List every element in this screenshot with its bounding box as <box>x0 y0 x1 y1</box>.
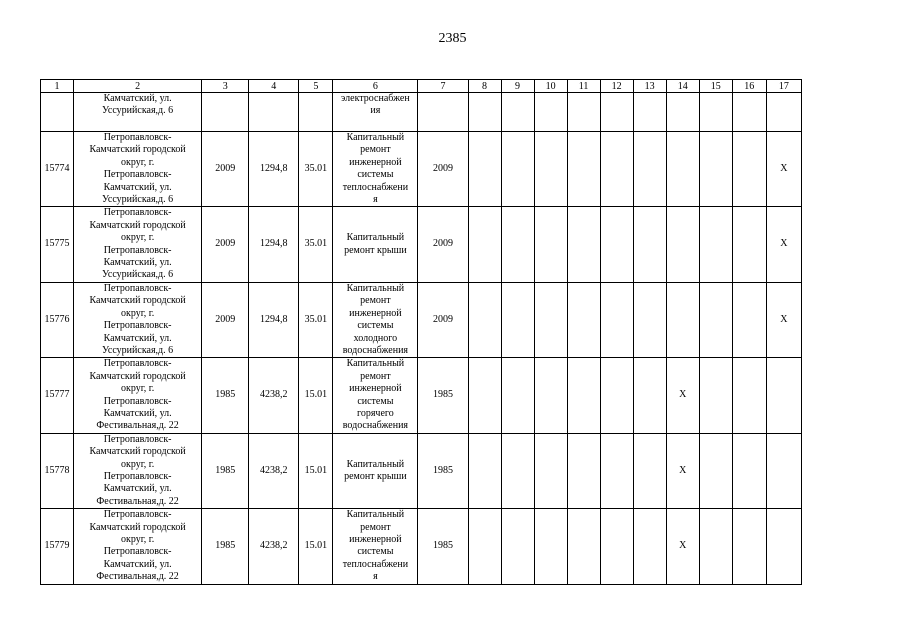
cell-year: 2009 <box>202 282 249 357</box>
cell-8 <box>468 282 501 357</box>
cell-address: Петропавловск- Камчатский городской округ, г. Петропавловск- Камчатский, ул. Фестивальная,д. 22 <box>74 433 202 508</box>
column-number: 7 <box>418 80 468 93</box>
cell-plan-year: 1985 <box>418 509 468 584</box>
cell-12 <box>600 509 633 584</box>
table-row <box>41 509 802 584</box>
cell-mark-17 <box>766 433 801 508</box>
cell-9 <box>501 433 534 508</box>
cell-area: 1294,8 <box>249 282 299 357</box>
cell-16 <box>732 282 766 357</box>
cell-16 <box>732 433 766 508</box>
column-number: 12 <box>600 80 633 93</box>
column-number: 8 <box>468 80 501 93</box>
cell-10 <box>534 207 567 282</box>
cell-code <box>299 93 333 132</box>
cell-13 <box>633 433 666 508</box>
cell-id: 15777 <box>41 358 74 433</box>
cell-16 <box>732 207 766 282</box>
cell-mark-14: X <box>666 509 699 584</box>
cell-10 <box>534 509 567 584</box>
cell-8 <box>468 207 501 282</box>
cell-16 <box>732 358 766 433</box>
cell-year <box>202 93 249 132</box>
cell-12 <box>600 132 633 207</box>
cell-code: 15.01 <box>299 358 333 433</box>
cell-13 <box>633 132 666 207</box>
cell-12 <box>600 207 633 282</box>
cell-12 <box>600 358 633 433</box>
cell-13 <box>633 207 666 282</box>
cell-mark-17 <box>766 509 801 584</box>
cell-13 <box>633 282 666 357</box>
cell-work: Капитальный ремонт крыши <box>333 207 418 282</box>
cell-8 <box>468 433 501 508</box>
cell-address: Камчатский, ул. Уссурийская,д. 6 <box>74 93 202 132</box>
column-number: 4 <box>249 80 299 93</box>
column-number: 16 <box>732 80 766 93</box>
table-body <box>41 132 802 585</box>
cell-plan-year: 2009 <box>418 282 468 357</box>
cell-mark-14: X <box>666 358 699 433</box>
table-row <box>41 358 802 433</box>
cell-plan-year: 2009 <box>418 132 468 207</box>
cell-10 <box>534 282 567 357</box>
column-number: 3 <box>202 80 249 93</box>
cell-11 <box>567 433 600 508</box>
column-number: 6 <box>333 80 418 93</box>
cell-code: 15.01 <box>299 509 333 584</box>
cell-9 <box>501 207 534 282</box>
cell-work: Капитальный ремонт инженерной системы холодного водоснабжения <box>333 282 418 357</box>
cell-mark-17: X <box>766 207 801 282</box>
cell-code: 15.01 <box>299 433 333 508</box>
cell-code: 35.01 <box>299 282 333 357</box>
cell-15 <box>699 207 732 282</box>
cell-year: 1985 <box>202 509 249 584</box>
cell-plan-year <box>418 93 468 132</box>
cell-mark-14 <box>666 207 699 282</box>
cell-year: 1985 <box>202 433 249 508</box>
page-number: 2385 <box>438 31 467 46</box>
works-table <box>40 79 802 585</box>
cell-year: 2009 <box>202 132 249 207</box>
cell-10 <box>534 132 567 207</box>
cell-8 <box>468 358 501 433</box>
column-number: 1 <box>41 80 74 93</box>
cell-13 <box>633 358 666 433</box>
cell-mark-14: X <box>666 433 699 508</box>
cell-15 <box>699 282 732 357</box>
cell-15 <box>699 509 732 584</box>
column-number: 9 <box>501 80 534 93</box>
cell-11 <box>567 132 600 207</box>
table-row <box>41 207 802 282</box>
cell-9 <box>501 509 534 584</box>
cell-id: 15776 <box>41 282 74 357</box>
table-row <box>41 132 802 207</box>
cell-mark-17 <box>766 358 801 433</box>
cell-id: 15779 <box>41 509 74 584</box>
cell-16 <box>732 132 766 207</box>
cell-15 <box>699 132 732 207</box>
cell-area: 4238,2 <box>249 509 299 584</box>
column-number: 14 <box>666 80 699 93</box>
cell-10 <box>534 433 567 508</box>
cell-id: 15774 <box>41 132 74 207</box>
cell-address: Петропавловск- Камчатский городской округ, г. Петропавловск- Камчатский, ул. Уссурийская,д. 6 <box>74 132 202 207</box>
cell-12 <box>600 282 633 357</box>
cell-work: Капитальный ремонт инженерной системы теплоснабжени я <box>333 509 418 584</box>
column-number: 17 <box>766 80 801 93</box>
cell-plan-year: 1985 <box>418 433 468 508</box>
cell-address: Петропавловск- Камчатский городской округ, г. Петропавловск- Камчатский, ул. Фестивальная,д. 22 <box>74 358 202 433</box>
cell-9 <box>501 282 534 357</box>
cell-mark-17: X <box>766 282 801 357</box>
cell-mark-17: X <box>766 132 801 207</box>
cell-work: Капитальный ремонт инженерной системы горячего водоснабжения <box>333 358 418 433</box>
cell-year: 1985 <box>202 358 249 433</box>
table-row <box>41 433 802 508</box>
column-number: 10 <box>534 80 567 93</box>
cell-15 <box>699 358 732 433</box>
column-number-row <box>41 80 802 93</box>
cell-address: Петропавловск- Камчатский городской округ, г. Петропавловск- Камчатский, ул. Уссурийская,д. 6 <box>74 207 202 282</box>
continuation-row <box>41 93 802 132</box>
table-row <box>41 282 802 357</box>
cell-11 <box>567 358 600 433</box>
column-number: 2 <box>74 80 202 93</box>
cell-address: Петропавловск- Камчатский городской округ, г. Петропавловск- Камчатский, ул. Уссурийская,д. 6 <box>74 282 202 357</box>
cell-code: 35.01 <box>299 132 333 207</box>
cell-area: 1294,8 <box>249 132 299 207</box>
cell-year: 2009 <box>202 207 249 282</box>
cell-11 <box>567 207 600 282</box>
cell-11 <box>567 282 600 357</box>
cell-mark-14 <box>666 132 699 207</box>
cell-11 <box>567 509 600 584</box>
cell-9 <box>501 132 534 207</box>
column-number: 13 <box>633 80 666 93</box>
cell-plan-year: 2009 <box>418 207 468 282</box>
cell-8 <box>468 132 501 207</box>
column-number: 11 <box>567 80 600 93</box>
cell-16 <box>732 509 766 584</box>
cell-area: 1294,8 <box>249 207 299 282</box>
column-number: 5 <box>299 80 333 93</box>
cell-mark-14 <box>666 282 699 357</box>
cell-id <box>41 93 74 132</box>
cell-address: Петропавловск- Камчатский городской округ, г. Петропавловск- Камчатский, ул. Фестивальная,д. 22 <box>74 509 202 584</box>
cell-area: 4238,2 <box>249 358 299 433</box>
cell-9 <box>501 358 534 433</box>
cell-work: Капитальный ремонт крыши <box>333 433 418 508</box>
cell-10 <box>534 358 567 433</box>
cell-12 <box>600 433 633 508</box>
column-number: 15 <box>699 80 732 93</box>
cell-code: 35.01 <box>299 207 333 282</box>
cell-13 <box>633 509 666 584</box>
cell-plan-year: 1985 <box>418 358 468 433</box>
cell-15 <box>699 433 732 508</box>
cell-id: 15775 <box>41 207 74 282</box>
cell-id: 15778 <box>41 433 74 508</box>
cell-8 <box>468 509 501 584</box>
cell-work: Капитальный ремонт инженерной системы теплоснабжени я <box>333 132 418 207</box>
cell-work: электроснабжен ия <box>333 93 418 132</box>
cell-area <box>249 93 299 132</box>
cell-area: 4238,2 <box>249 433 299 508</box>
